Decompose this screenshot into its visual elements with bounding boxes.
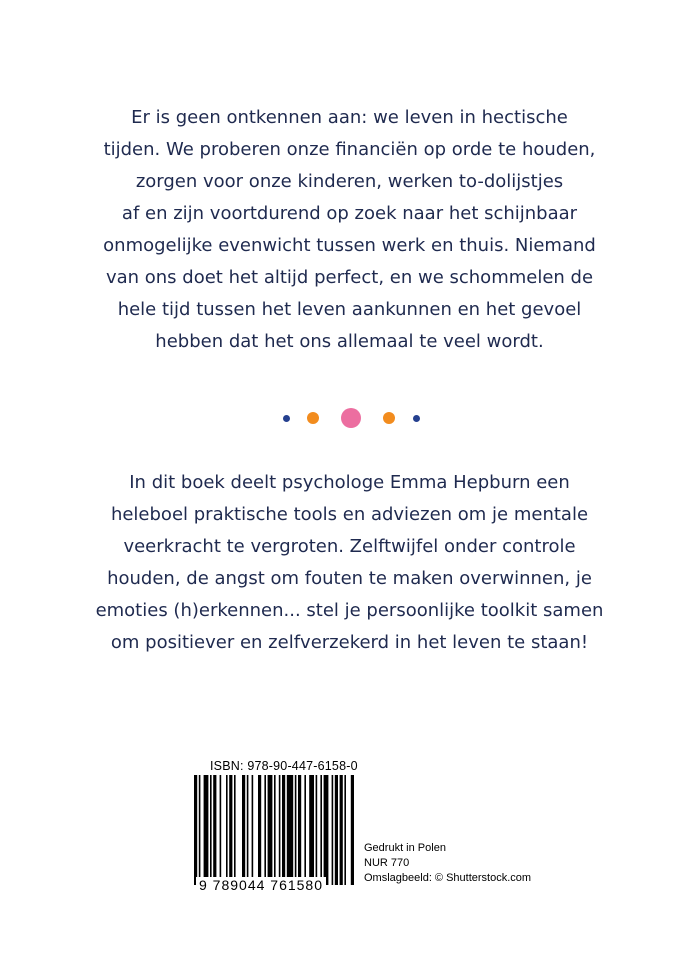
- barcode-bar: [309, 775, 314, 885]
- barcode-bar: [351, 775, 354, 885]
- nur-code-text: NUR 770: [364, 857, 410, 869]
- isbn-label: ISBN: 978-90-447-6158-0: [210, 759, 358, 773]
- barcode-bar: [282, 775, 285, 885]
- blurb-line: om positiever en zelfverzekerd in het leven te staan!: [110, 632, 589, 653]
- imprint-block: [364, 841, 531, 886]
- divider-dot: [383, 412, 395, 424]
- blurb-line: In dit boek deelt psychologe Emma Hepburn een: [129, 472, 570, 493]
- barcode-bar: [324, 775, 329, 885]
- barcode-bar: [344, 775, 346, 885]
- barcode-bar: [298, 775, 301, 885]
- blurb-line: houden, de angst om fouten te maken overwinnen, je: [107, 568, 592, 589]
- blurb-paragraph-2: [0, 467, 699, 659]
- divider-dot: [341, 408, 361, 428]
- barcode-bar: [213, 775, 216, 885]
- blurb-line: af en zijn voortdurend op zoek naar het schijnbaar: [121, 203, 578, 224]
- barcode-bar: [316, 775, 318, 885]
- barcode-bar: [199, 775, 201, 885]
- blurb-line: veerkracht te vergroten. Zelftwijfel onder controle: [123, 536, 576, 557]
- barcode-bar: [274, 775, 276, 885]
- blurb-line: Er is geen ontkennen aan: we leven in hectische: [131, 107, 568, 128]
- barcode-bar: [252, 775, 254, 885]
- barcode-bar: [335, 775, 338, 885]
- blurb-line: tijden. We proberen onze financiën op orde te houden,: [103, 139, 596, 160]
- blurb-line: heleboel praktische tools en adviezen om je mentale: [110, 504, 589, 525]
- barcode-bar: [226, 775, 228, 885]
- barcode-bar: [304, 775, 306, 885]
- dot-divider: [0, 405, 699, 435]
- blurb-line: onmogelijke evenwicht tussen werk en thuis. Niemand: [103, 235, 596, 256]
- printed-in-text: Gedrukt in Polen: [364, 842, 446, 854]
- barcode-bar: [295, 775, 297, 885]
- barcode-bar: [279, 775, 281, 885]
- blurb-line: emoties (h)erkennen... stel je persoonlijke toolkit samen: [95, 600, 604, 621]
- divider-dot: [307, 412, 319, 424]
- blurb-line: van ons doet het altijd perfect, en we schommelen de: [105, 267, 594, 288]
- barcode-bar: [234, 775, 236, 885]
- barcode-bar: [247, 775, 249, 885]
- blurb-paragraph-1: [0, 102, 699, 358]
- blurb-line: hele tijd tussen het leven aankunnen en het gevoel: [117, 299, 582, 320]
- barcode-bar: [204, 775, 209, 885]
- barcode-image: [190, 775, 360, 893]
- cover-credit-text: Omslagbeeld: © Shutterstock.com: [364, 872, 532, 884]
- barcode-bar: [320, 775, 322, 885]
- blurb-line: hebben dat het ons allemaal te veel wordt.: [155, 331, 544, 352]
- barcode-bar: [242, 775, 245, 885]
- divider-dot: [413, 415, 420, 422]
- divider-dot: [283, 415, 290, 422]
- barcode-bar: [194, 775, 197, 885]
- barcode-bar: [287, 775, 293, 885]
- barcode-bar: [258, 775, 261, 885]
- barcode-digits: 9 789044 761580: [196, 877, 326, 893]
- blurb-line: zorgen voor onze kinderen, werken to-dolijstjes: [135, 171, 564, 192]
- barcode-bar: [264, 775, 266, 885]
- barcode-bar: [220, 775, 222, 885]
- barcode-bar: [268, 775, 273, 885]
- barcode-bar: [340, 775, 343, 885]
- barcode-bar: [210, 775, 212, 885]
- barcode-bar: [229, 775, 232, 885]
- barcode-bar: [332, 775, 334, 885]
